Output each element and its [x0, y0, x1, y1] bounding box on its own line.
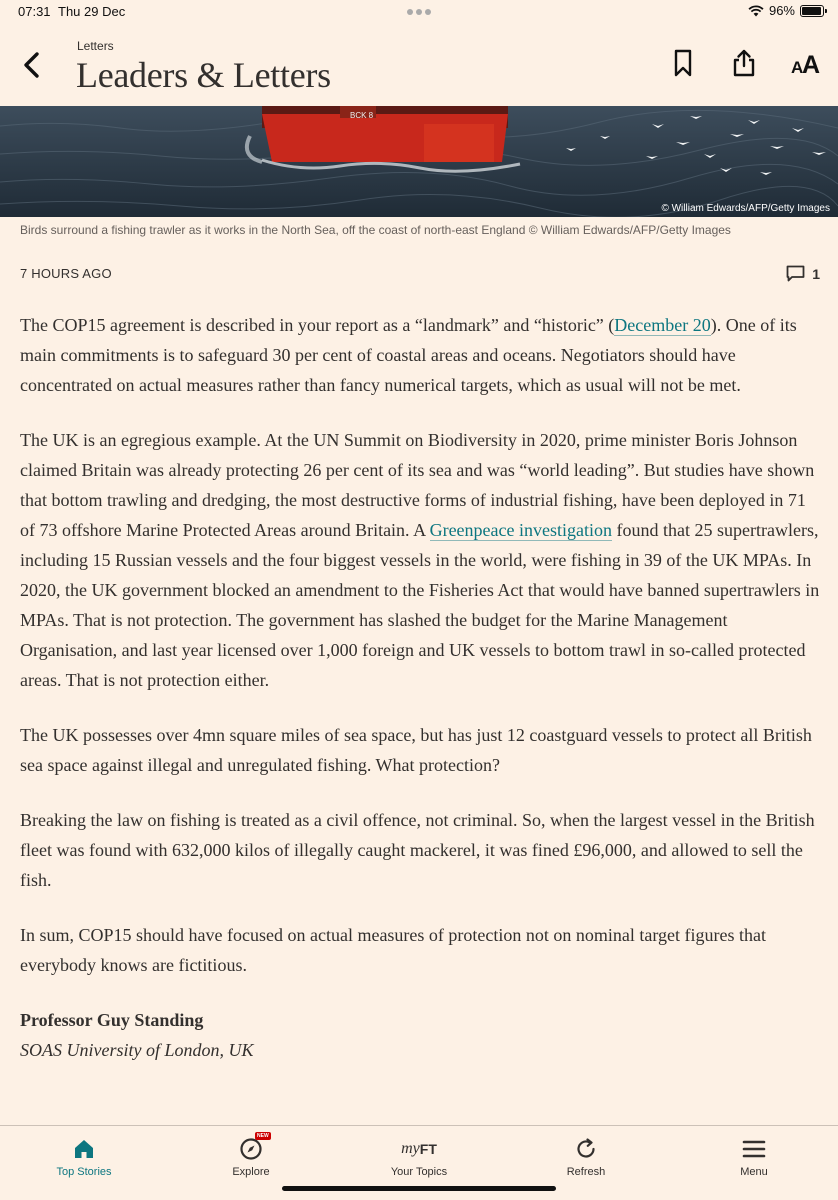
svg-text:A: A	[802, 51, 821, 78]
link-december-20[interactable]: December 20	[614, 315, 711, 335]
paragraph-3: The UK possesses over 4mn square miles of sea space, but has just 12 coastguard vessels to protect all British sea space against illegal and unregulated fishing. What protection?	[20, 725, 812, 775]
refresh-icon	[574, 1137, 598, 1161]
trawler-photo	[0, 106, 838, 217]
link-greenpeace-investigation[interactable]: Greenpeace investigation	[429, 520, 612, 540]
compass-icon	[239, 1137, 263, 1161]
svg-text:A: A	[791, 58, 804, 77]
multitasking-dots-icon[interactable]	[407, 9, 431, 15]
home-indicator[interactable]	[282, 1186, 556, 1191]
publish-timestamp: 7 HOURS AGO	[20, 266, 112, 281]
paragraph-4: Breaking the law on fishing is treated as a civil offence, not criminal. So, when the largest vessel in the British fleet was found with 632,000 kilos of illegally caught mackerel, it was fined £96,000, and allowed to sell the fish.	[20, 810, 815, 890]
status-date: Thu 29 Dec	[58, 4, 126, 19]
article-body	[20, 310, 820, 1090]
tab-label: Menu	[740, 1166, 768, 1178]
bookmark-icon[interactable]	[668, 48, 698, 78]
myft-icon: my FT	[401, 1140, 437, 1157]
home-icon	[72, 1137, 96, 1161]
comments-button[interactable]	[786, 265, 820, 282]
font-size-icon[interactable]	[790, 48, 824, 78]
tab-label: Your Topics	[390, 1166, 448, 1178]
tab-label: Explore	[232, 1166, 270, 1178]
paragraph-1: The COP15 agreement is described in your report as a “landmark” and “historic” (December 20). One of its main commitments is to safeguard 30 per cent of coastal areas and oceans. Negotiators should have concentrated on actual measures rather than fancy numerical targets, which as usual will not be met.	[20, 315, 797, 395]
page-title: Leaders & Letters	[76, 55, 331, 95]
battery-icon	[800, 5, 824, 17]
image-caption: Birds surround a fishing trawler as it works in the North Sea, off the coast of north-east England © William Edwards/AFP/Getty Images	[20, 223, 731, 237]
tab-menu[interactable]	[699, 1136, 809, 1178]
tab-top-stories[interactable]	[29, 1136, 139, 1178]
tab-your-topics[interactable]	[364, 1136, 474, 1178]
battery-percent: 96%	[768, 3, 795, 18]
comment-icon	[786, 265, 805, 282]
article-meta	[20, 266, 820, 286]
status-bar	[0, 0, 838, 24]
tab-explore[interactable]	[196, 1133, 306, 1178]
signature-name: Professor Guy Standing	[20, 1010, 204, 1030]
article-header	[0, 24, 838, 106]
back-chevron-icon[interactable]	[20, 48, 46, 82]
signature-affiliation: SOAS University of London, UK	[20, 1040, 254, 1060]
wifi-icon	[748, 5, 764, 17]
tab-refresh[interactable]	[531, 1136, 641, 1178]
comment-count: 1	[812, 265, 820, 282]
status-time: 07:31	[18, 4, 51, 19]
new-badge: NEW	[257, 1133, 269, 1139]
paragraph-2: The UK is an egregious example. At the UN Summit on Biodiversity in 2020, prime minister Boris Johnson claimed Britain was already protecting 26 per cent of its sea and was “world leading”. But studies have shown that bottom trawling and dredging, the most destructive forms of industrial fishing, have been deployed in 71 of 73 offshore Marine Protected Areas around Britain. A Greenpeace investigation found that 25 supertrawlers, including 15 Russian vessels and the four biggest vessels in the world, were fishing in 39 of the UK MPAs. In 2020, the UK government blocked an amendment to the Fisheries Act that would have banned supertrawlers in MPAs. That is not protection. The government has slashed the budget for the Marine Management Organisation, and last year licensed over 1,000 foreign and UK vessels to bottom trawl in so-called protected areas. That is not protection either.	[20, 430, 820, 690]
share-icon[interactable]	[729, 48, 759, 78]
section-label[interactable]: Letters	[77, 39, 114, 53]
article-image	[0, 106, 838, 217]
svg-text:BCK 8: BCK 8	[350, 111, 374, 120]
tab-label: Top Stories	[56, 1166, 112, 1178]
tab-label: Refresh	[566, 1166, 606, 1178]
menu-icon	[742, 1137, 766, 1161]
photo-credit: © William Edwards/AFP/Getty Images	[661, 203, 830, 214]
paragraph-5: In sum, COP15 should have focused on actual measures of protection not on nominal target figures that everybody knows are fictitious.	[20, 925, 767, 975]
